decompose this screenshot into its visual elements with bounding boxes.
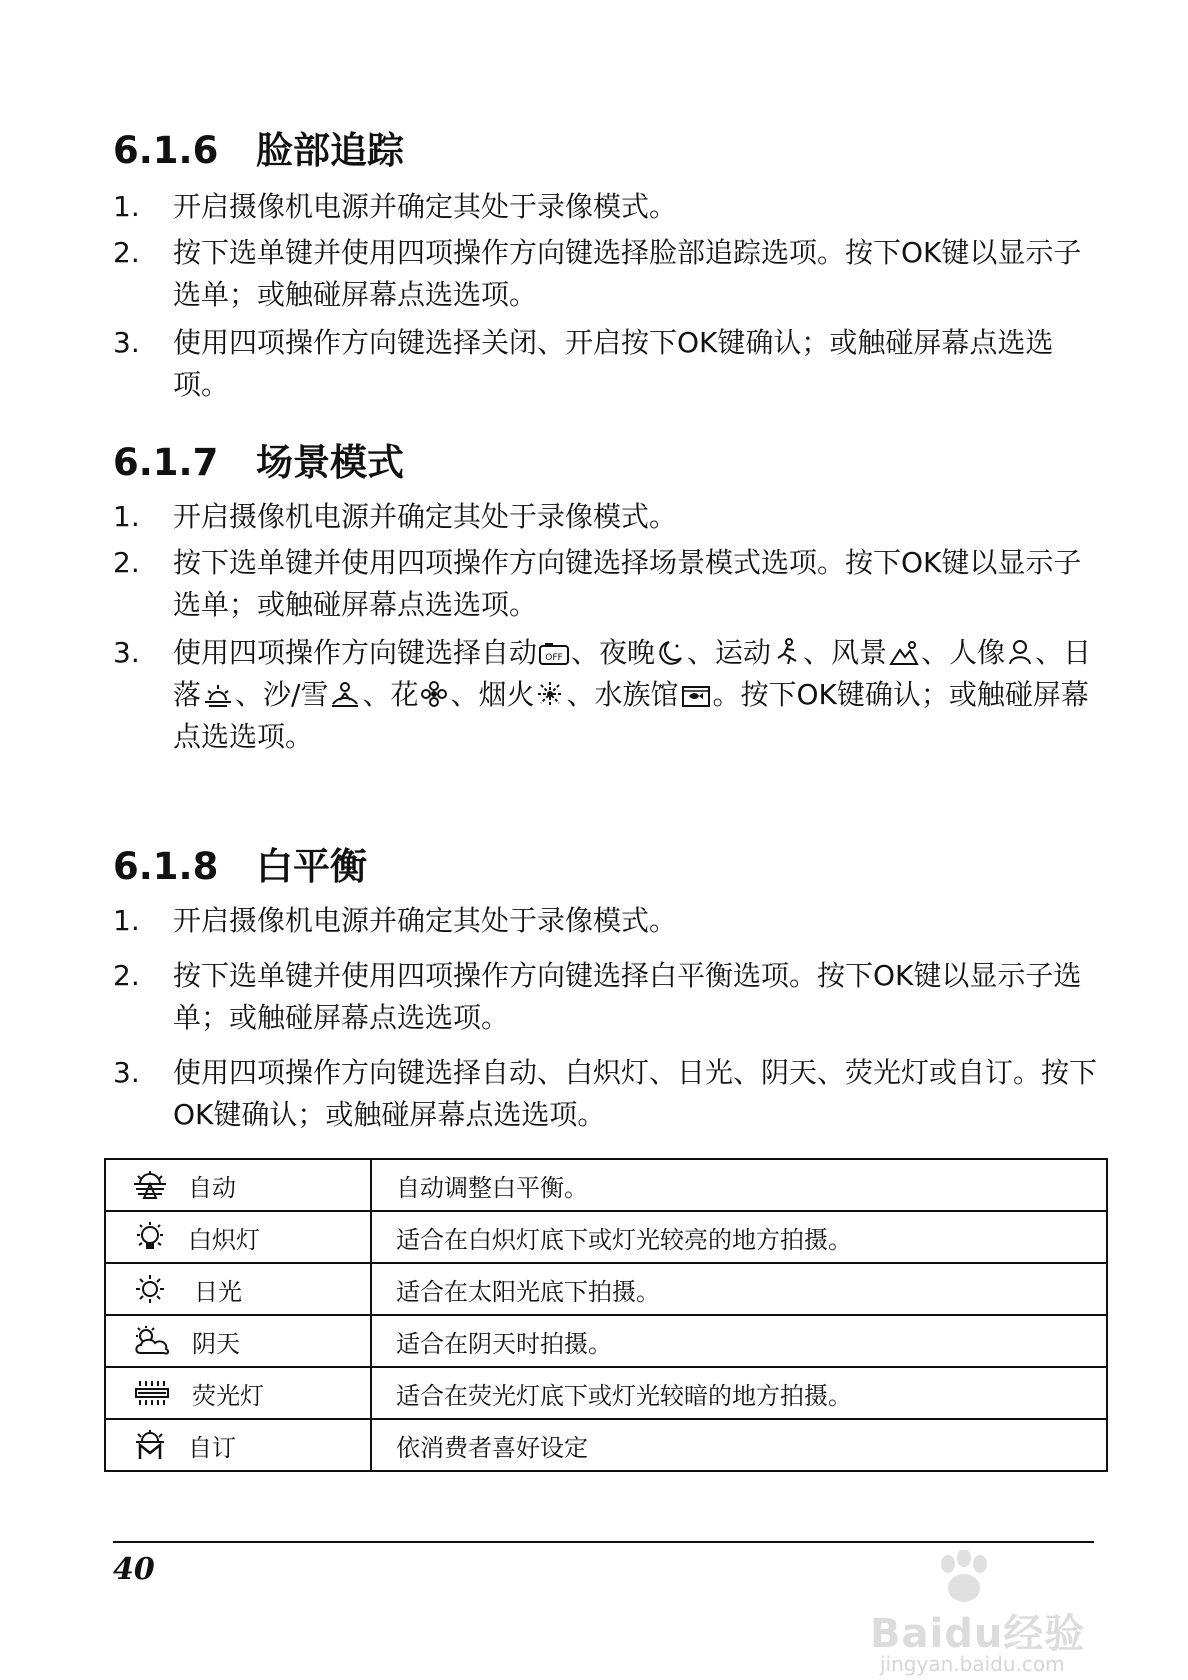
item-number: 1. (113, 190, 140, 223)
auto-off-icon (539, 642, 569, 666)
list-item (113, 322, 1098, 406)
list-item (113, 1052, 1098, 1136)
item-text: 按下选单键并使用四项操作方向键选择场景模式选项。按下OK键以显示子选单；或触碰屏幕点选选项。 (173, 546, 1082, 621)
item-number: 3. (113, 636, 140, 669)
section-title: 白平衡 (256, 845, 367, 888)
watermark-brand: Baidu经验 (870, 1611, 1086, 1657)
item-text: 使用四项操作方向键选择自动、白炽灯、日光、阴天、荧光灯或自订。按下OK键确认；或触碰屏幕点选选项。 (173, 1056, 1098, 1131)
wb-description: 适合在阴天时拍摄。 (371, 1315, 1107, 1367)
heading-6-1-8 (113, 836, 367, 890)
item-text: 开启摄像机电源并确定其处于录像模式。 (173, 904, 678, 937)
wb-description: 适合在太阳光底下拍摄。 (371, 1263, 1107, 1315)
sports-icon (773, 638, 801, 666)
watermark-site: jingyan.baidu.com (880, 1652, 1065, 1676)
wb-cloudy-icon (132, 1325, 172, 1357)
list-item (113, 186, 1098, 228)
watermark (870, 1550, 1130, 1676)
item-number: 1. (113, 904, 140, 937)
wb-label: 荧光灯 (192, 1381, 264, 1410)
list-item (113, 496, 1098, 538)
table-row (105, 1367, 1107, 1419)
table-row (105, 1159, 1107, 1211)
wb-label: 阴天 (192, 1329, 240, 1358)
list-item (113, 542, 1098, 626)
paw-icon (930, 1550, 1000, 1610)
wb-label: 自订 (188, 1433, 236, 1462)
item-text: 按下选单键并使用四项操作方向键选择脸部追踪选项。按下OK键以显示子选单；或触碰屏幕点选选项。 (173, 236, 1082, 311)
night-icon (657, 640, 685, 666)
item-text: 开启摄像机电源并确定其处于录像模式。 (173, 500, 678, 533)
item-number: 3. (113, 326, 140, 359)
page-number: 40 (113, 1552, 155, 1587)
section-title: 脸部追踪 (256, 129, 404, 172)
landscape-icon (889, 640, 919, 666)
list-item (113, 955, 1098, 1039)
wb-fluorescent-icon (132, 1378, 172, 1408)
sunset-icon (203, 682, 233, 708)
item-number: 2. (113, 959, 140, 992)
wb-label: 白炽灯 (188, 1225, 260, 1254)
wb-custom-icon (132, 1429, 168, 1461)
wb-description: 依消费者喜好设定 (371, 1419, 1107, 1471)
portrait-icon (1007, 638, 1033, 666)
fireworks-icon (536, 680, 564, 708)
wb-label: 自动 (188, 1173, 236, 1202)
item-number: 3. (113, 1056, 140, 1089)
wb-description: 自动调整白平衡。 (371, 1159, 1107, 1211)
wb-label: 日光 (194, 1277, 242, 1306)
flower-icon (420, 680, 448, 708)
item-number: 1. (113, 500, 140, 533)
wb-daylight-icon (132, 1273, 168, 1305)
section-title: 场景模式 (256, 441, 404, 484)
table-row (105, 1211, 1107, 1263)
item-text: 开启摄像机电源并确定其处于录像模式。 (173, 190, 678, 223)
table-row (105, 1315, 1107, 1367)
table-row (105, 1419, 1107, 1471)
item-text: 使用四项操作方向键选择关闭、开启按下OK键确认；或触碰屏幕点选选项。 (173, 326, 1054, 401)
section-number: 6.1.6 (113, 129, 219, 172)
section-number: 6.1.7 (113, 441, 219, 484)
wb-description: 适合在荧光灯底下或灯光较暗的地方拍摄。 (371, 1367, 1107, 1419)
heading-6-1-7 (113, 432, 404, 486)
sand-snow-icon (330, 680, 360, 708)
aquarium-icon (681, 684, 711, 708)
item-text: 使用四项操作方向键选择自动 OFF 、夜晚 、运动 、风景 、人像 、日落 、沙/雪 、花 、烟火 、水族馆 。按下OK键确认；或触碰屏幕点选选项。 (173, 636, 1092, 753)
footer-divider (113, 1541, 1094, 1543)
svg-text:OFF: OFF (545, 653, 563, 663)
wb-incandescent-icon (132, 1221, 168, 1253)
list-item (113, 232, 1098, 316)
wb-description: 适合在白炽灯底下或灯光较亮的地方拍摄。 (371, 1211, 1107, 1263)
wb-auto-icon (132, 1170, 168, 1200)
list-item (113, 632, 1098, 758)
section-number: 6.1.8 (113, 845, 219, 888)
item-text: 按下选单键并使用四项操作方向键选择白平衡选项。按下OK键以显示子选单；或触碰屏幕点选选项。 (173, 959, 1082, 1034)
list-item (113, 900, 1098, 942)
item-number: 2. (113, 546, 140, 579)
item-number: 2. (113, 236, 140, 269)
table-row (105, 1263, 1107, 1315)
white-balance-table (104, 1158, 1108, 1472)
heading-6-1-6 (113, 120, 404, 174)
